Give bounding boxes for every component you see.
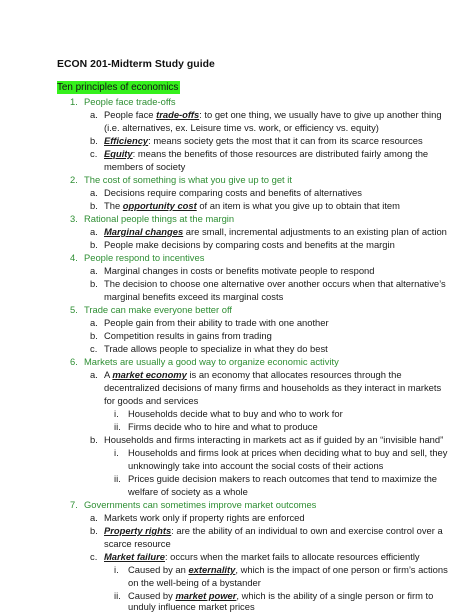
principle-6-a-cont2: for goods and services xyxy=(104,395,199,406)
term-marginal-changes: Marginal changes xyxy=(104,226,184,237)
principle-4-b-cont: marginal benefits exceed its marginal costs xyxy=(104,291,284,302)
principle-6-a-ii: ii. Firms decide who to hire and what to produce xyxy=(114,421,318,432)
principle-6-b-i: i. Households and firms look at prices when deciding what to buy and sell, they xyxy=(114,447,448,458)
principle-1-a-cont: (i.e. alternatives, ex. Leisure time vs. work, or efficiency vs. equity) xyxy=(104,122,379,133)
principle-7-b: b. Property rights: are the ability of an individual to own and exercise control over a xyxy=(90,525,443,536)
principle-7-c-i-cont: on the well-being of a bystander xyxy=(128,577,261,588)
principle-6-a-i: i. Households decide what to buy and who to work for xyxy=(114,408,343,419)
principle-7: 7. Governments can sometimes improve market outcomes xyxy=(70,499,317,510)
principle-5-c: c. Trade allows people to specialize in what they do best xyxy=(90,343,328,354)
principle-7-c-ii: ii. Caused by market power, which is the ability of a single person or firm to xyxy=(114,590,434,601)
term-property-rights: Property rights xyxy=(104,525,172,536)
principle-3-a: a. Marginal changes are small, incremental adjustments to an existing plan of action xyxy=(90,226,447,237)
principle-7-c: c. Market failure: occurs when the market fails to allocate resources efficiently xyxy=(90,551,420,562)
principle-1-b: b. Efficiency: means society gets the most that it can from its scarce resources xyxy=(90,135,423,146)
principle-4-a: a. Marginal changes in costs or benefits motivate people to respond xyxy=(90,265,375,276)
term-efficiency: Efficiency xyxy=(104,135,149,146)
principle-7-a: a. Markets work only if property rights are enforced xyxy=(90,512,305,523)
principle-7-c-ii-cont: unduly influence market prices xyxy=(128,601,255,612)
principle-1-c-cont: members of society xyxy=(104,161,186,172)
term-opportunity-cost: opportunity cost xyxy=(122,200,197,211)
doc-title: ECON 201-Midterm Study guide xyxy=(57,59,215,70)
term-market-economy: market economy xyxy=(112,369,187,380)
principle-2: 2. The cost of something is what you give up to get it xyxy=(70,174,292,185)
principle-6-a-cont1: decentralized decisions of many firms and households as they interact in markets xyxy=(104,382,442,393)
principle-7-c-i: i. Caused by an externality, which is the impact of one person or firm’s actions xyxy=(114,564,448,575)
principle-3: 3. Rational people things at the margin xyxy=(70,213,235,224)
principle-3-b: b. People make decisions by comparing costs and benefits at the margin xyxy=(90,239,395,250)
principle-6-a: a. A market economy is an economy that allocates resources through the xyxy=(90,369,402,380)
principle-5-b: b. Competition results in gains from trading xyxy=(90,330,272,341)
principle-6: 6. Markets are usually a good way to organize economic activity xyxy=(70,356,339,367)
principle-5-a: a. People gain from their ability to trade with one another xyxy=(90,317,329,328)
term-externality: externality xyxy=(188,564,236,575)
principle-1-a: a. People face trade-offs: to get one thing, we usually have to give up another thing xyxy=(90,109,442,120)
principle-4-b: b. The decision to choose one alternative over another occurs when that alternative’s xyxy=(90,278,446,289)
principle-7-b-cont: scarce resource xyxy=(104,538,171,549)
principle-1-c: c. Equity: means the benefits of those resources are distributed fairly among the xyxy=(90,148,429,159)
principle-6-b: b. Households and firms interacting in markets act as if guided by an “invisible hand” xyxy=(90,434,444,445)
term-trade-offs: trade-offs xyxy=(156,109,200,120)
principle-6-b-ii: ii. Prices guide decision makers to reach outcomes that tend to maximize the xyxy=(114,473,438,484)
principle-6-b-i-cont: unknowingly take into account the social costs of their actions xyxy=(128,460,384,471)
principle-2-a: a. Decisions require comparing costs and benefits of alternatives xyxy=(90,187,362,198)
principle-1: 1. People face trade-offs xyxy=(70,96,176,107)
term-market-power: market power xyxy=(175,590,237,601)
principle-2-b: b. The opportunity cost of an item is what you give up to obtain that item xyxy=(90,200,400,211)
principle-4: 4. People respond to incentives xyxy=(70,252,205,263)
section-heading: Ten principles of economics xyxy=(57,82,179,93)
principle-6-b-ii-cont: welfare of society as a whole xyxy=(128,486,248,497)
term-equity: Equity xyxy=(104,148,133,159)
term-market-failure: Market failure xyxy=(104,551,165,562)
principle-5: 5. Trade can make everyone better off xyxy=(70,304,232,315)
